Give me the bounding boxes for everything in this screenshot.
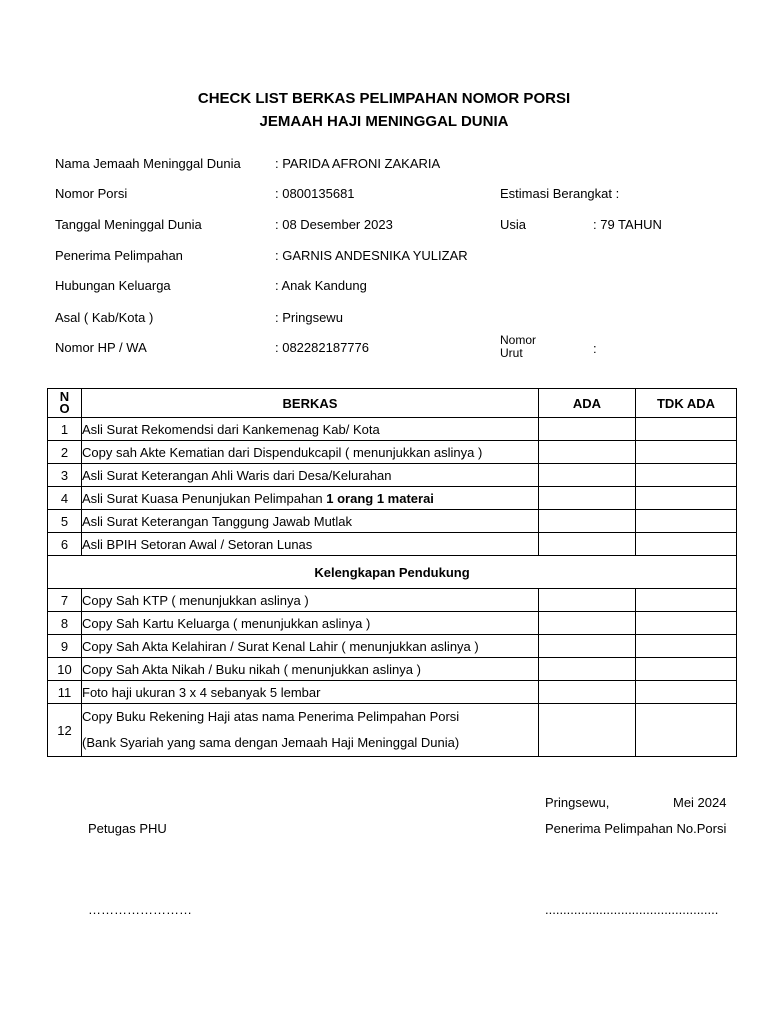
tdk-ada-cell[interactable]	[636, 418, 737, 441]
row-berkas	[82, 704, 539, 757]
tdk-ada-cell[interactable]	[636, 704, 737, 757]
hp-value: : 082282187776	[275, 340, 369, 355]
table-row	[48, 464, 737, 487]
hubungan-value: : Anak Kandung	[275, 278, 367, 293]
ada-cell[interactable]	[539, 510, 636, 533]
tdk-ada-cell[interactable]	[636, 441, 737, 464]
row-berkas-line2: (Bank Syariah yang sama dengan Jemaah Haji Meninggal Dunia)	[82, 735, 460, 750]
table-row	[48, 418, 737, 441]
tanggal-value: : 08 Desember 2023	[275, 217, 393, 232]
col-no-line1: N	[59, 389, 70, 404]
row-berkas: Copy Sah Akta Kelahiran / Surat Kenal Lahir ( menunjukkan aslinya )	[82, 635, 539, 658]
row-berkas-text: Asli Surat Kuasa Penunjukan Pelimpahan	[82, 490, 327, 506]
table-header-row	[48, 389, 737, 418]
table-row	[48, 658, 737, 681]
ada-cell[interactable]	[539, 464, 636, 487]
row-number: 6	[48, 533, 82, 556]
ada-cell[interactable]	[539, 704, 636, 757]
penerima-signature-line: ................................................	[545, 902, 719, 917]
ada-cell[interactable]	[539, 635, 636, 658]
ada-cell[interactable]	[539, 418, 636, 441]
petugas-signature-line: ……………………	[88, 902, 192, 917]
row-number: 4	[48, 487, 82, 510]
row-number: 9	[48, 635, 82, 658]
table-row	[48, 589, 737, 612]
section-label: Kelengkapan Pendukung	[48, 556, 737, 589]
table-row	[48, 635, 737, 658]
tdk-ada-cell[interactable]	[636, 487, 737, 510]
checklist-table	[47, 388, 737, 757]
row-berkas: Asli Surat Keterangan Tanggung Jawab Mutlak	[82, 510, 539, 533]
ada-cell[interactable]	[539, 441, 636, 464]
penerima-value: : GARNIS ANDESNIKA YULIZAR	[275, 248, 468, 263]
nama-label: Nama Jemaah Meninggal Dunia	[55, 156, 241, 171]
ada-cell[interactable]	[539, 533, 636, 556]
ada-cell[interactable]	[539, 658, 636, 681]
ada-cell[interactable]	[539, 589, 636, 612]
tdk-ada-cell[interactable]	[636, 533, 737, 556]
nama-value: : PARIDA AFRONI ZAKARIA	[275, 156, 441, 171]
row-berkas: Asli Surat Rekomendsi dari Kankemenag Kab/ Kota	[82, 418, 539, 441]
porsi-value: : 0800135681	[275, 186, 355, 201]
tanggal-label: Tanggal Meninggal Dunia	[55, 217, 202, 232]
usia-label: Usia	[500, 217, 527, 232]
tdk-ada-cell[interactable]	[636, 510, 737, 533]
row-number: 11	[48, 681, 82, 704]
tdk-ada-cell[interactable]	[636, 589, 737, 612]
col-tdk-ada-header: TDK ADA	[636, 389, 737, 418]
col-no-line2: O	[59, 401, 70, 416]
document-subtitle: JEMAAH HAJI MENINGGAL DUNIA	[259, 113, 509, 130]
table-row	[48, 533, 737, 556]
tdk-ada-cell[interactable]	[636, 681, 737, 704]
sign-date: Mei 2024	[673, 795, 727, 810]
row-number: 5	[48, 510, 82, 533]
col-ada-header: ADA	[539, 389, 636, 418]
hubungan-label: Hubungan Keluarga	[55, 278, 171, 293]
ada-cell[interactable]	[539, 681, 636, 704]
row-number: 10	[48, 658, 82, 681]
row-number: 7	[48, 589, 82, 612]
asal-label: Asal ( Kab/Kota )	[55, 310, 154, 325]
urut-label-line1: Nomor	[500, 333, 537, 347]
asal-value: : Pringsewu	[275, 310, 343, 325]
col-no-header	[48, 389, 82, 418]
row-berkas-line1: Copy Buku Rekening Haji atas nama Penerima Pelimpahan Porsi	[82, 709, 460, 724]
row-berkas: Copy Sah Akta Nikah / Buku nikah ( menunjukkan aslinya )	[82, 658, 539, 681]
table-row	[48, 441, 737, 464]
row-number: 8	[48, 612, 82, 635]
row-berkas: Copy Sah KTP ( menunjukkan aslinya )	[82, 589, 539, 612]
tdk-ada-cell[interactable]	[636, 612, 737, 635]
row-berkas: Asli BPIH Setoran Awal / Setoran Lunas	[82, 533, 539, 556]
col-berkas-header: BERKAS	[82, 389, 539, 418]
row-number: 1	[48, 418, 82, 441]
urut-value: :	[593, 341, 597, 356]
usia-value: : 79 TAHUN	[593, 217, 662, 232]
row-berkas: Foto haji ukuran 3 x 4 sebanyak 5 lembar	[82, 681, 539, 704]
row-berkas: Copy sah Akte Kematian dari Dispendukcapil ( menunjukkan aslinya )	[82, 441, 539, 464]
row-number: 2	[48, 441, 82, 464]
urut-label	[500, 334, 536, 360]
penerima-label: Penerima Pelimpahan	[55, 248, 183, 263]
hp-label: Nomor HP / WA	[55, 340, 147, 355]
sign-place: Pringsewu,	[545, 795, 610, 810]
petugas-label: Petugas PHU	[88, 821, 167, 836]
urut-label-line2: Urut	[500, 346, 523, 360]
document-title: CHECK LIST BERKAS PELIMPAHAN NOMOR PORSI	[197, 90, 571, 107]
tdk-ada-cell[interactable]	[636, 464, 737, 487]
row-berkas	[82, 487, 539, 510]
row-number: 12	[48, 704, 82, 757]
table-row	[48, 487, 737, 510]
row-berkas: Copy Sah Kartu Keluarga ( menunjukkan aslinya )	[82, 612, 539, 635]
ada-cell[interactable]	[539, 612, 636, 635]
section-row	[48, 556, 737, 589]
estimasi-label: Estimasi Berangkat :	[500, 186, 620, 201]
ada-cell[interactable]	[539, 487, 636, 510]
table-row	[48, 612, 737, 635]
porsi-label: Nomor Porsi	[55, 186, 128, 201]
tdk-ada-cell[interactable]	[636, 658, 737, 681]
row-number: 3	[48, 464, 82, 487]
row-berkas-bold: 1 orang 1 materai	[326, 490, 434, 506]
tdk-ada-cell[interactable]	[636, 635, 737, 658]
table-row	[48, 681, 737, 704]
row-berkas: Asli Surat Keterangan Ahli Waris dari Desa/Kelurahan	[82, 464, 539, 487]
table-row	[48, 704, 737, 757]
penerima-sign-label: Penerima Pelimpahan No.Porsi	[545, 821, 727, 836]
table-row	[48, 510, 737, 533]
